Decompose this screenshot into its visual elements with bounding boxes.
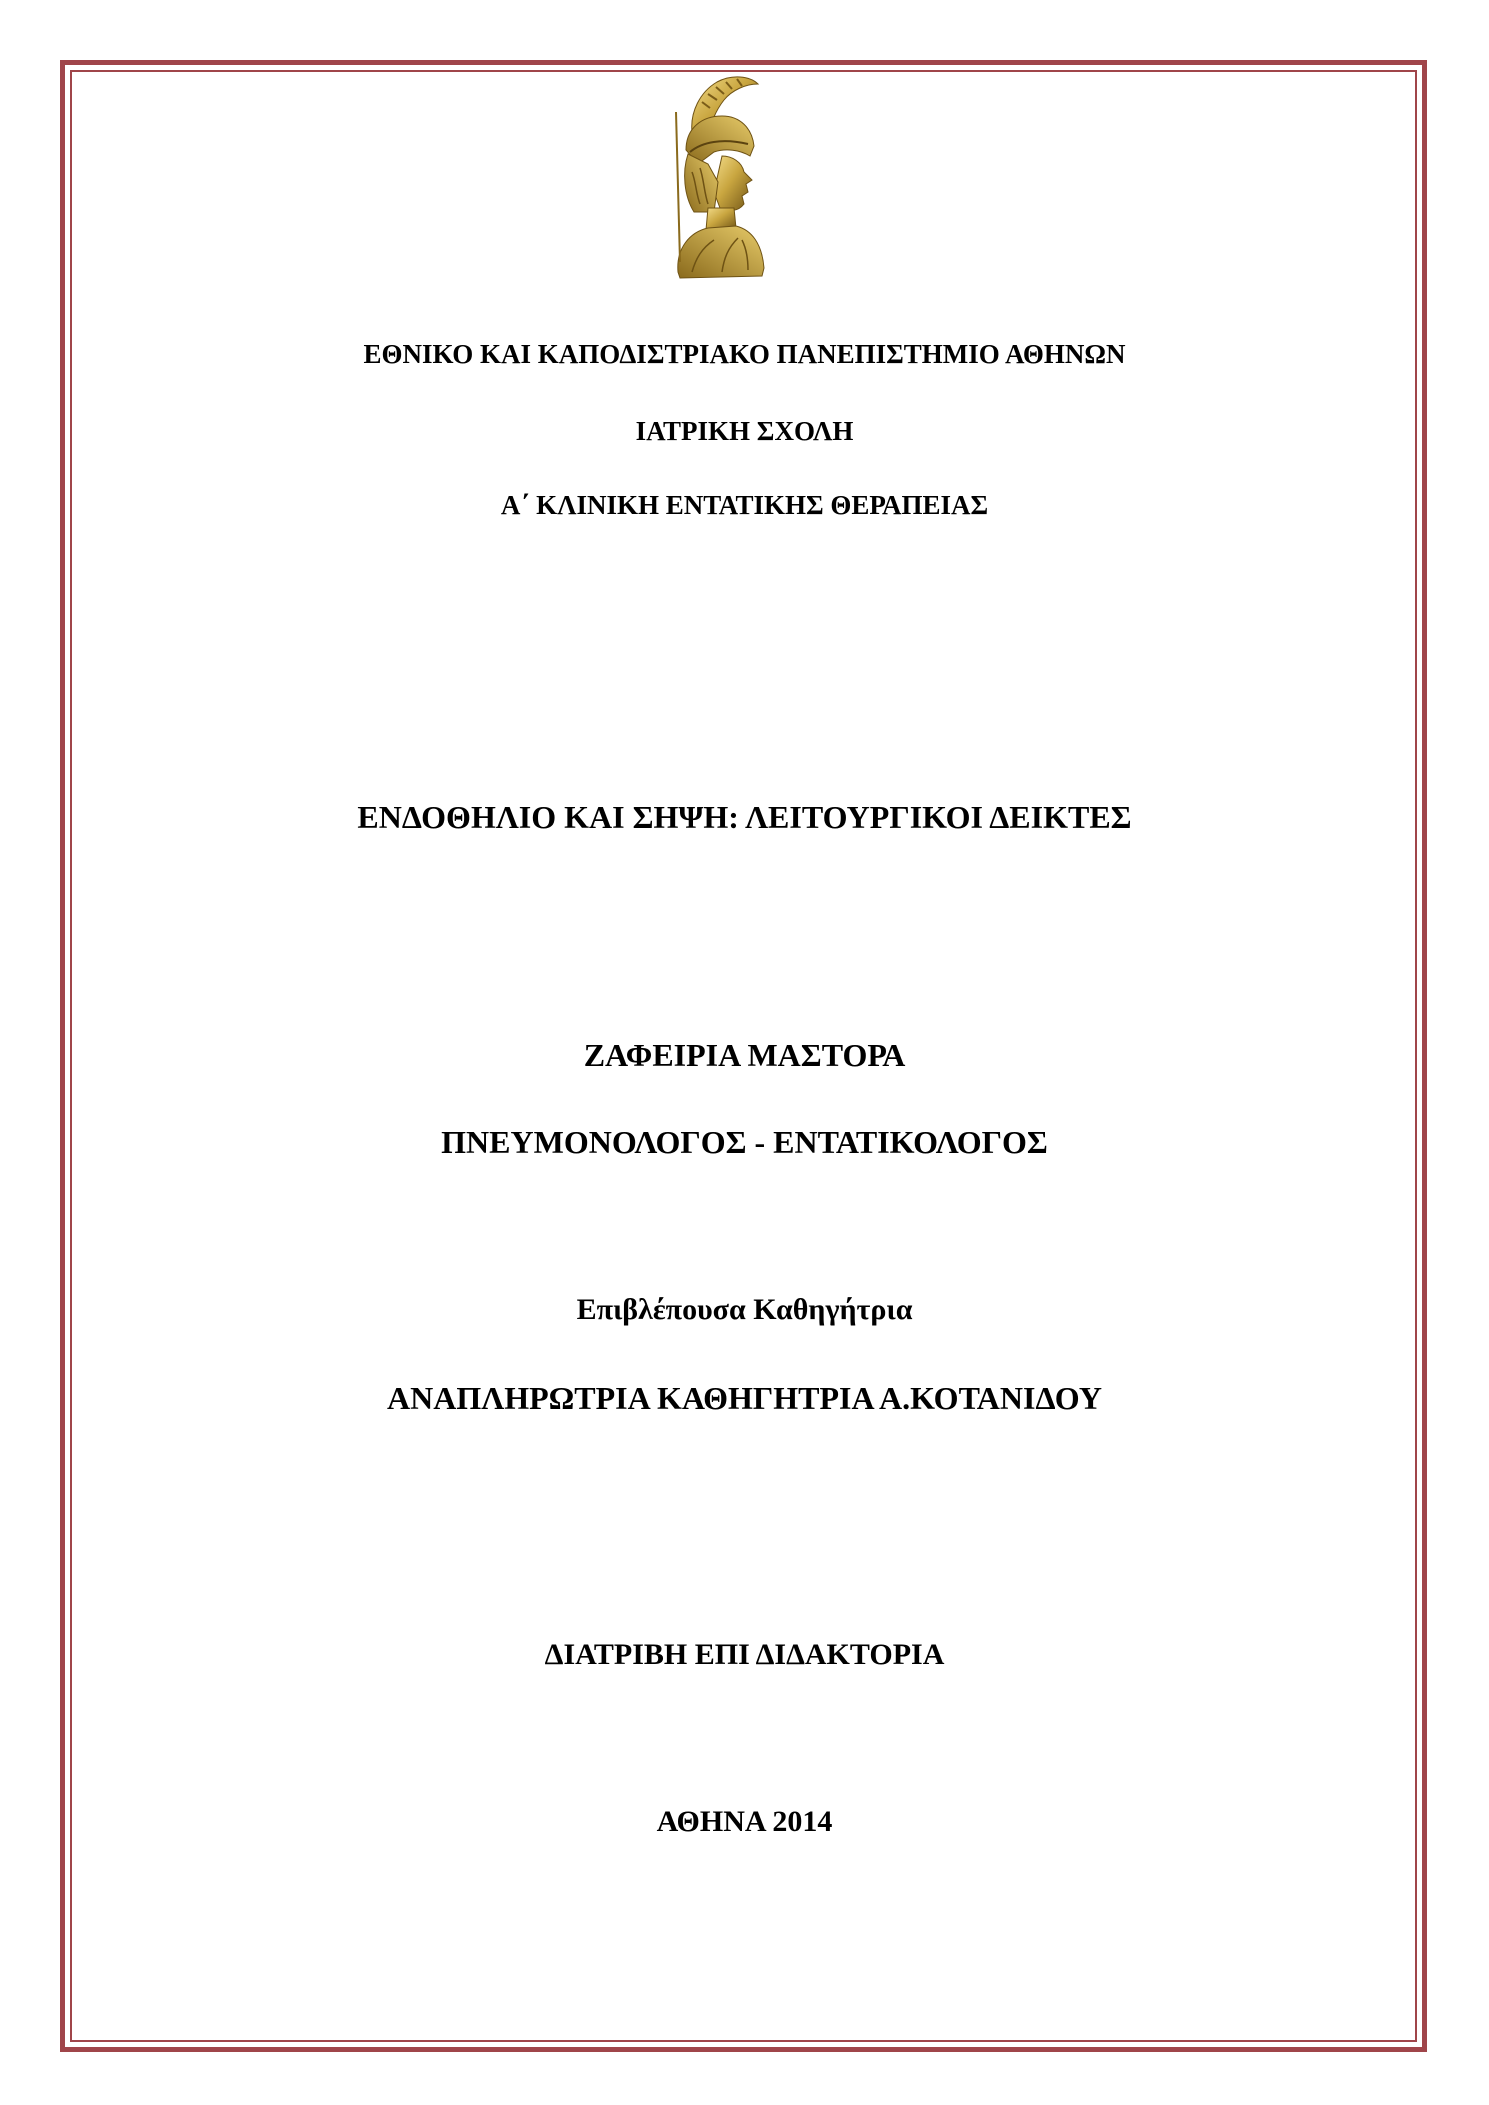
- school-name: ΙΑΤΡΙΚΗ ΣΧΟΛΗ: [635, 416, 854, 446]
- supervisor-label: Επιβλέπουσα Καθηγήτρια: [576, 1293, 913, 1326]
- author-name: ΖΑΦΕΙΡΙΑ ΜΑΣΤΟΡΑ: [583, 1037, 906, 1073]
- thesis-title: ΕΝΔΟΘΗΛΙΟ ΚΑΙ ΣΗΨΗ: ΛΕΙΤΟΥΡΓΙΚΟΙ ΔΕΙΚΤΕΣ: [357, 799, 1132, 835]
- place-year: ΑΘΗΝΑ 2014: [656, 1805, 833, 1838]
- clinic-name: Α΄ ΚΛΙΝΙΚΗ ΕΝΤΑΤΙΚΗΣ ΘΕΡΑΠΕΙΑΣ: [500, 490, 989, 520]
- athena-emblem-icon: [662, 72, 774, 282]
- supervisor-name: ΑΝΑΠΛΗΡΩΤΡΙΑ ΚΑΘΗΓΗΤΡΙΑ Α.ΚΟΤΑΝΙΔΟΥ: [387, 1380, 1102, 1416]
- document-type: ΔΙΑΤΡΙΒΗ ΕΠΙ ΔΙΔΑΚΤΟΡΙΑ: [544, 1638, 945, 1671]
- university-name: ΕΘΝΙΚΟ ΚΑΙ ΚΑΠΟΔΙΣΤΡΙΑΚΟ ΠΑΝΕΠΙΣΤΗΜΙΟ ΑΘΗΝΩΝ: [363, 339, 1126, 369]
- author-specialty: ΠΝΕΥΜΟΝΟΛΟΓΟΣ - ΕΝΤΑΤΙΚΟΛΟΓΟΣ: [441, 1124, 1048, 1160]
